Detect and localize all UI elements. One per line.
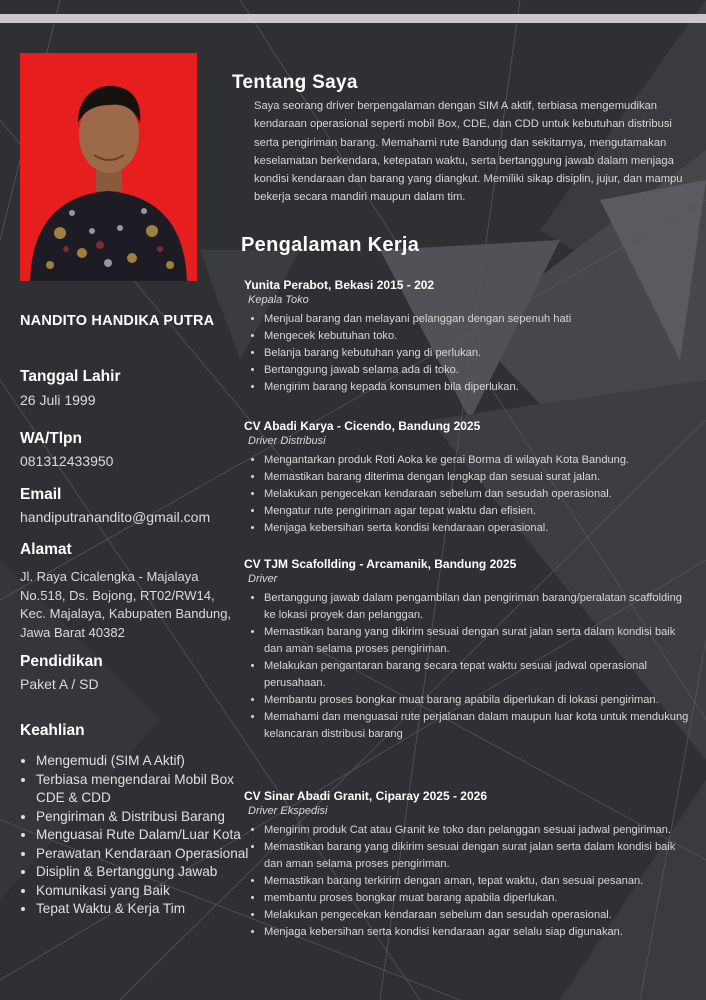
duty-item: • Membantu proses bongkar muat barang apabila diperlukan di lokasi pengiriman. (264, 692, 694, 709)
job-entry (244, 278, 694, 396)
skill-item: • Pengiriman & Distribusi Barang (36, 808, 256, 827)
job-role: Driver (248, 573, 278, 585)
duty-item: • Menjaga kebersihan serta kondisi kendaraan agar selalu siap digunakan. (264, 924, 694, 941)
skill-item: • Mengemudi (SIM A Aktif) (36, 752, 256, 771)
phone-label: WA/Tlpn (20, 430, 82, 447)
skills-label: Keahlian (20, 722, 85, 739)
duty-item: • Melakukan pengecekan kendaraan sebelum dan sesudah operasional. (264, 907, 694, 924)
duty-item: • membantu proses bongkar muat barang apabila diperlukan. (264, 890, 694, 907)
education-value: Paket A / SD (20, 676, 99, 692)
duty-item: • Memastikan barang diterima dengan lengkap dan sesuai surat jalan. (264, 469, 694, 486)
email-value: handiputranandito@gmail.com (20, 509, 211, 525)
duty-item: • Mengantarkan produk Roti Aoka ke gerai Borma di wilayah Kota Bandung. (264, 452, 694, 469)
top-divider-bar (0, 14, 706, 23)
duty-item: • Menjual barang dan melayani pelanggan dengan sepenuh hati (264, 311, 694, 328)
job-duties (244, 590, 694, 743)
skill-item: • Terbiasa mengendarai Mobil Box CDE & CDD (36, 771, 256, 808)
duty-item: • Menjaga kebersihan serta kondisi kendaraan operasional. (264, 520, 694, 537)
job-duties (244, 311, 694, 396)
education-label: Pendidikan (20, 653, 103, 670)
duty-item: • Mengatur rute pengiriman agar tepat waktu dan efisien. (264, 503, 694, 520)
duty-item: • Memastikan barang yang dikirim sesuai dengan surat jalan serta dalam kondisi baik dan aman selama proses pengiriman. (264, 839, 694, 873)
duty-item: • Memahami dan menguasai rute perjalanan dalam maupun luar kota untuk mendukung kelancaran distribusi barang (264, 709, 694, 743)
job-title: CV Sinar Abadi Granit, Ciparay 2025 - 2026 (244, 789, 487, 803)
job-title: Yunita Perabot, Bekasi 2015 - 202 (244, 278, 435, 292)
skill-item: • Menguasai Rute Dalam/Luar Kota (36, 826, 256, 845)
birth-value: 26 Juli 1999 (20, 392, 96, 408)
email-label: Email (20, 486, 62, 503)
skill-item: • Komunikasi yang Baik (36, 882, 256, 901)
experience-heading: Pengalaman Kerja (241, 234, 420, 256)
duty-item: • Mengirim produk Cat atau Granit ke toko dan pelanggan sesuai jadwal pengiriman. (264, 822, 694, 839)
phone-value: 081312433950 (20, 453, 114, 469)
job-duties (244, 452, 694, 537)
duty-item: • Mengecek kebutuhan toko. (264, 328, 694, 345)
skill-item: • Perawatan Kendaraan Operasional (36, 845, 256, 864)
duty-item: • Bertanggung jawab selama ada di toko. (264, 362, 694, 379)
duty-item: • Memastikan barang terkirim dengan aman, tepat waktu, dan sesuai pesanan. (264, 873, 694, 890)
birth-label: Tanggal Lahir (20, 368, 121, 385)
job-title: CV Abadi Karya - Cicendo, Bandung 2025 (244, 419, 481, 433)
full-name: NANDITO HANDIKA PUTRA (20, 313, 215, 329)
skill-item: • Disiplin & Bertanggung Jawab (36, 863, 256, 882)
skills-list (20, 752, 256, 919)
skill-item: • Tepat Waktu & Kerja Tim (36, 900, 256, 919)
duty-item: • Belanja barang kebutuhan yang di perlukan. (264, 345, 694, 362)
duty-item: • Bertanggung jawab dalam pengambilan dan pengiriman barang/peralatan scaffolding ke lokasi proyek dan pelanggan. (264, 590, 694, 624)
about-heading: Tentang Saya (232, 72, 358, 93)
about-text: Saya seorang driver berpengalaman dengan SIM A aktif, terbiasa mengemudikan kendaraan operasional seperti mobil Box, CDE, dan CDD untuk kebutuhan distribusi serta pengiriman barang. Memahami rute Bandung dan sekitarnya, mengutamakan keselamatan berkendara, ketepatan waktu, serta bertanggung jawab dalam menjaga kondisi kendaraan dan barang yang diangkut. Memiliki sikap disiplin, jujur, dan mampu bekerja secara mandiri maupun dalam tim. (254, 100, 683, 204)
duty-item: • Melakukan pengantaran barang secara tepat waktu sesuai jadwal operasional perusahaan. (264, 658, 694, 692)
job-entry (244, 419, 694, 537)
duty-item: • Memastikan barang yang dikirim sesuai dengan surat jalan serta dalam kondisi baik dan aman selama proses pengiriman. (264, 624, 694, 658)
job-role: Kepala Toko (248, 294, 309, 306)
job-role: Driver Distribusi (248, 435, 326, 447)
duty-item: • Melakukan pengecekan kendaraan sebelum dan sesudah operasional. (264, 486, 694, 503)
address-value: Jl. Raya Cicalengka - Majalaya No.518, Ds. Bojong, RT02/RW14, Kec. Majalaya, Kabupaten Bandung, Jawa Barat 40382 (20, 569, 232, 640)
job-duties (244, 822, 694, 941)
address-label: Alamat (20, 541, 72, 558)
job-title: CV TJM Scafollding - Arcamanik, Bandung 2025 (244, 557, 517, 571)
job-role: Driver Ekspedisi (248, 805, 328, 817)
job-entry (244, 557, 694, 743)
job-entry (244, 789, 694, 941)
profile-photo (20, 53, 197, 281)
duty-item: • Mengirim barang kepada konsumen bila diperlukan. (264, 379, 694, 396)
